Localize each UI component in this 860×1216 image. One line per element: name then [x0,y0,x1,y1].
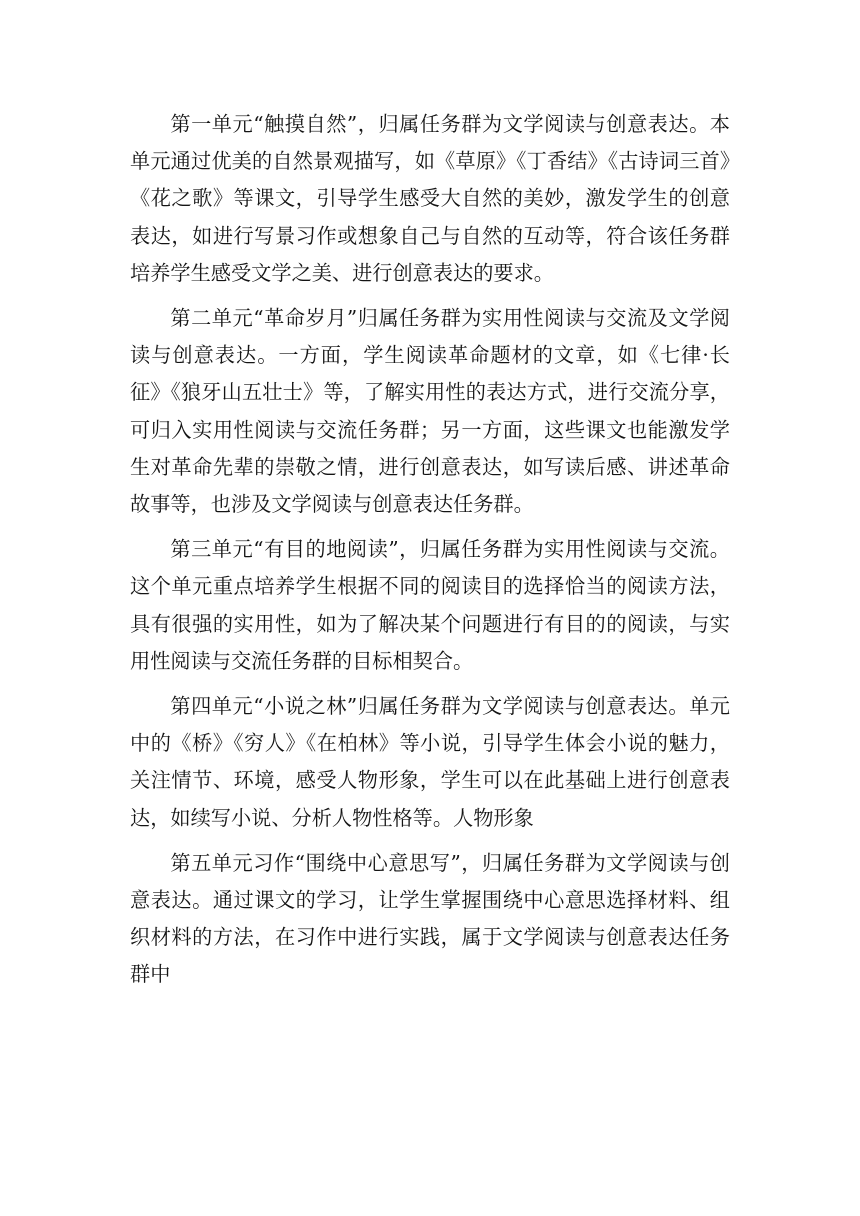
document-body [130,106,730,1002]
paragraph-unit-3: 第三单元“有目的地阅读”，归属任务群为实用性阅读与交流。这个单元重点培养学生根据不同的阅读目的选择恰当的阅读方法，具有很强的实用性，如为了解决某个问题进行有目的的阅读，与实用性阅读与交流任务群的目标相契合。 [130,537,730,673]
paragraph-unit-4: 第四单元“小说之林”归属任务群为文学阅读与创意表达。单元中的《桥》《穷人》《在柏林》等小说，引导学生体会小说的魅力，关注情节、环境，感受人物形象，学生可以在此基础上进行创意表达，如续写小说、分析人物性格等。人物形象 [130,694,730,830]
paragraph-unit-1: 第一单元“触摸自然”，归属任务群为文学阅读与创意表达。本单元通过优美的自然景观描写，如《草原》《丁香结》《古诗词三首》《花之歌》等课文，引导学生感受大自然的美妙，激发学生的创意表达，如进行写景习作或想象自己与自然的互动等，符合该任务群培养学生感受文学之美、进行创意表达的要求。 [130,112,730,285]
paragraph-unit-2: 第二单元“革命岁月”归属任务群为实用性阅读与交流及文学阅读与创意表达。一方面，学生阅读革命题材的文章，如《七律·长征》《狼牙山五壮士》等，了解实用性的表达方式，进行交流分享，可归入实用性阅读与交流任务群；另一方面，这些课文也能激发学生对革命先辈的崇敬之情，进行创意表达，如写读后感、讲述革命故事等，也涉及文学阅读与创意表达任务群。 [130,306,730,517]
paragraph-unit-5: 第五单元习作“围绕中心意思写”，归属任务群为文学阅读与创意表达。通过课文的学习，让学生掌握围绕中心意思选择材料、组织材料的方法，在习作中进行实践，属于文学阅读与创意表达任务群中 [130,850,730,987]
